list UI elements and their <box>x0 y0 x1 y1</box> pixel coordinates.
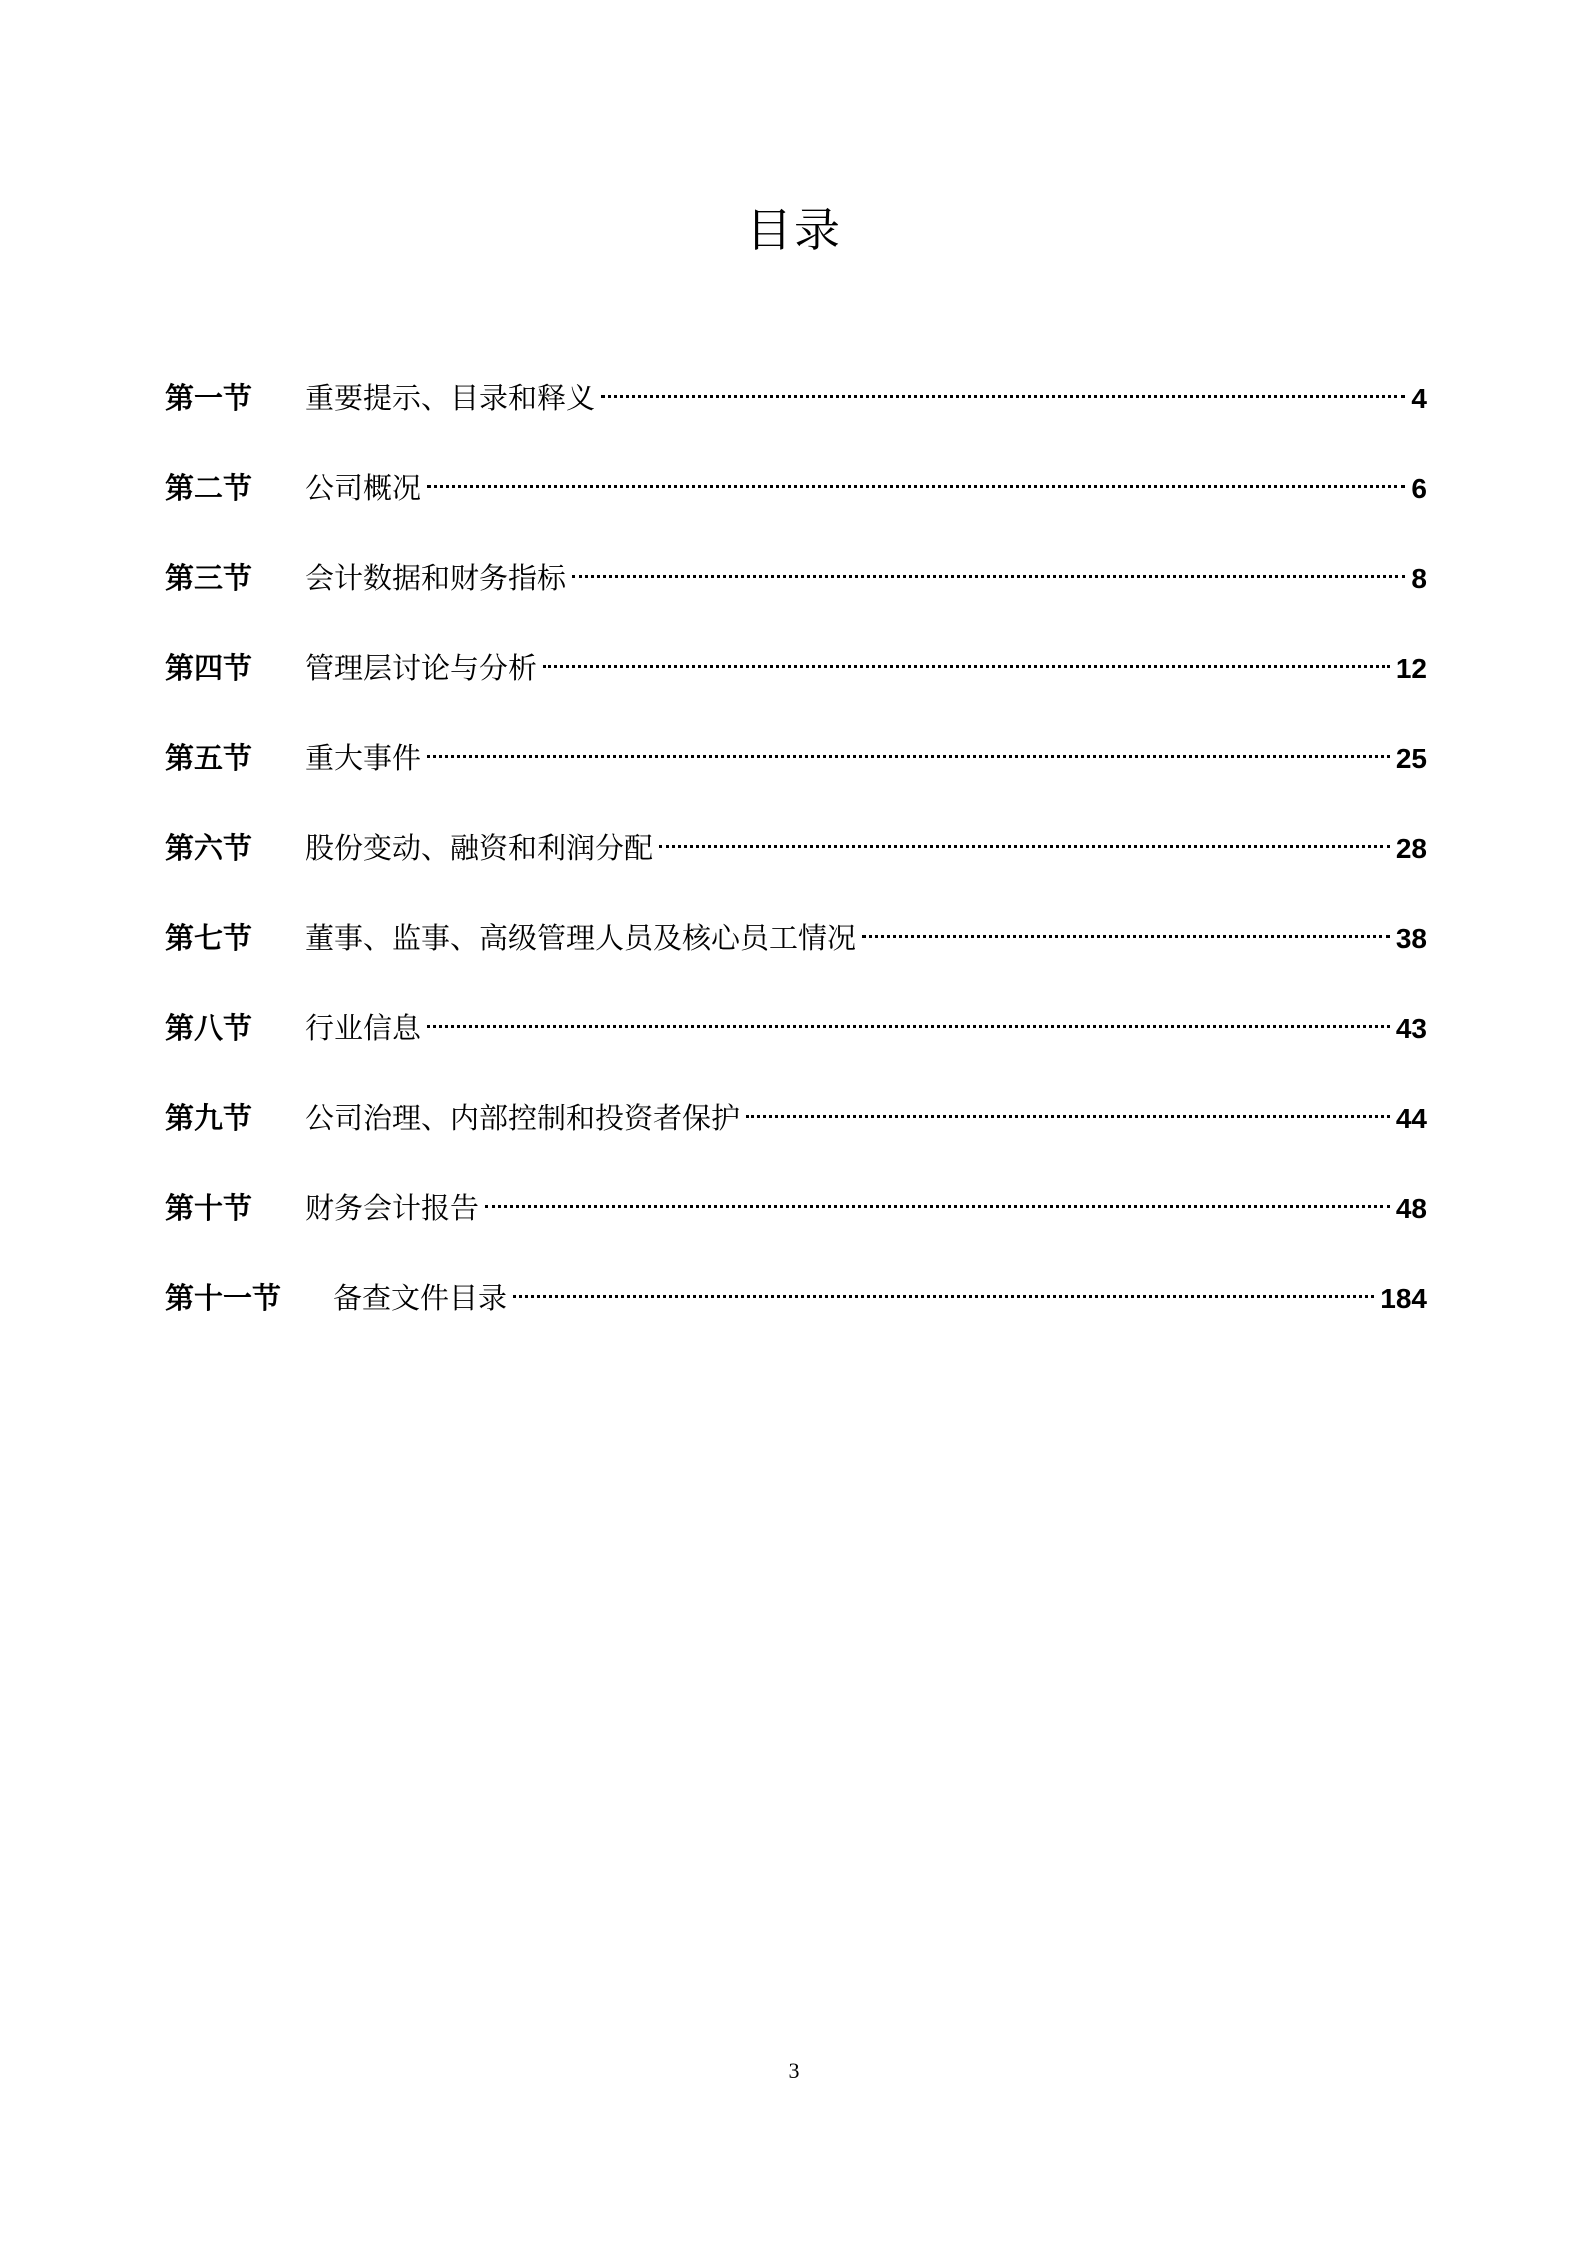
toc-page-number: 8 <box>1411 563 1427 594</box>
toc-page-number: 4 <box>1411 383 1427 414</box>
toc-section-title: 公司治理、内部控制和投资者保护 <box>305 1101 741 1135</box>
toc-page-number: 12 <box>1395 653 1427 684</box>
toc-entry[interactable] <box>165 810 1427 900</box>
toc-entry[interactable] <box>165 720 1427 810</box>
toc-section-title: 行业信息 <box>305 1011 422 1045</box>
toc-dot-leader <box>421 720 1396 768</box>
toc-section-number: 第五节 <box>165 741 253 775</box>
toc-entry[interactable] <box>165 1260 1427 1350</box>
toc-section-title: 重大事件 <box>305 741 422 775</box>
toc-section-number: 第七节 <box>165 921 253 955</box>
toc-dot-leader <box>507 1260 1380 1308</box>
toc-page-number: 44 <box>1395 1103 1427 1134</box>
toc-dot-leader <box>740 1080 1396 1128</box>
toc-page-number: 25 <box>1395 743 1427 774</box>
toc-section-title: 重要提示、目录和释义 <box>305 381 596 415</box>
toc-page-number: 28 <box>1395 833 1427 864</box>
toc-page-number: 6 <box>1411 473 1427 504</box>
toc-section-number: 第八节 <box>165 1011 253 1045</box>
toc-entry[interactable] <box>165 540 1427 630</box>
toc-entry[interactable] <box>165 450 1427 540</box>
toc-section-number: 第六节 <box>165 831 253 865</box>
toc-section-number: 第四节 <box>165 651 253 685</box>
toc-entry[interactable] <box>165 1080 1427 1170</box>
toc-section-number: 第二节 <box>165 471 253 505</box>
toc-page-number: 38 <box>1395 923 1427 954</box>
toc-dot-leader <box>566 540 1411 588</box>
toc-section-title: 股份变动、融资和利润分配 <box>305 831 654 865</box>
toc-section-title: 会计数据和财务指标 <box>305 561 567 595</box>
toc-section-title: 管理层讨论与分析 <box>305 651 538 685</box>
toc-page-number: 184 <box>1380 1283 1427 1314</box>
toc-section-number: 第十节 <box>165 1191 253 1225</box>
toc-section-title: 备查文件目录 <box>333 1281 508 1315</box>
toc-section-number: 第十一节 <box>165 1281 282 1315</box>
page-number: 3 <box>788 2058 800 2083</box>
toc-section-number: 第九节 <box>165 1101 253 1135</box>
toc-dot-leader <box>595 360 1411 408</box>
toc-dot-leader <box>421 450 1411 498</box>
toc-section-number: 第三节 <box>165 561 253 595</box>
toc-entry[interactable] <box>165 630 1427 720</box>
page-title: 目录 <box>746 203 842 257</box>
toc-dot-leader <box>856 900 1396 948</box>
toc-dot-leader <box>653 810 1396 858</box>
toc-section-title: 董事、监事、高级管理人员及核心员工情况 <box>305 921 857 955</box>
toc-entry[interactable] <box>165 1170 1427 1260</box>
table-of-contents <box>165 360 1427 1350</box>
toc-dot-leader <box>421 990 1396 1038</box>
toc-entry[interactable] <box>165 990 1427 1080</box>
toc-page-number: 43 <box>1395 1013 1427 1044</box>
toc-dot-leader <box>479 1170 1396 1218</box>
toc-entry[interactable] <box>165 360 1427 450</box>
toc-entry[interactable] <box>165 900 1427 990</box>
toc-dot-leader <box>537 630 1396 678</box>
toc-section-number: 第一节 <box>165 381 253 415</box>
toc-page-number: 48 <box>1395 1193 1427 1224</box>
toc-section-title: 财务会计报告 <box>305 1191 480 1225</box>
toc-section-title: 公司概况 <box>305 471 422 505</box>
